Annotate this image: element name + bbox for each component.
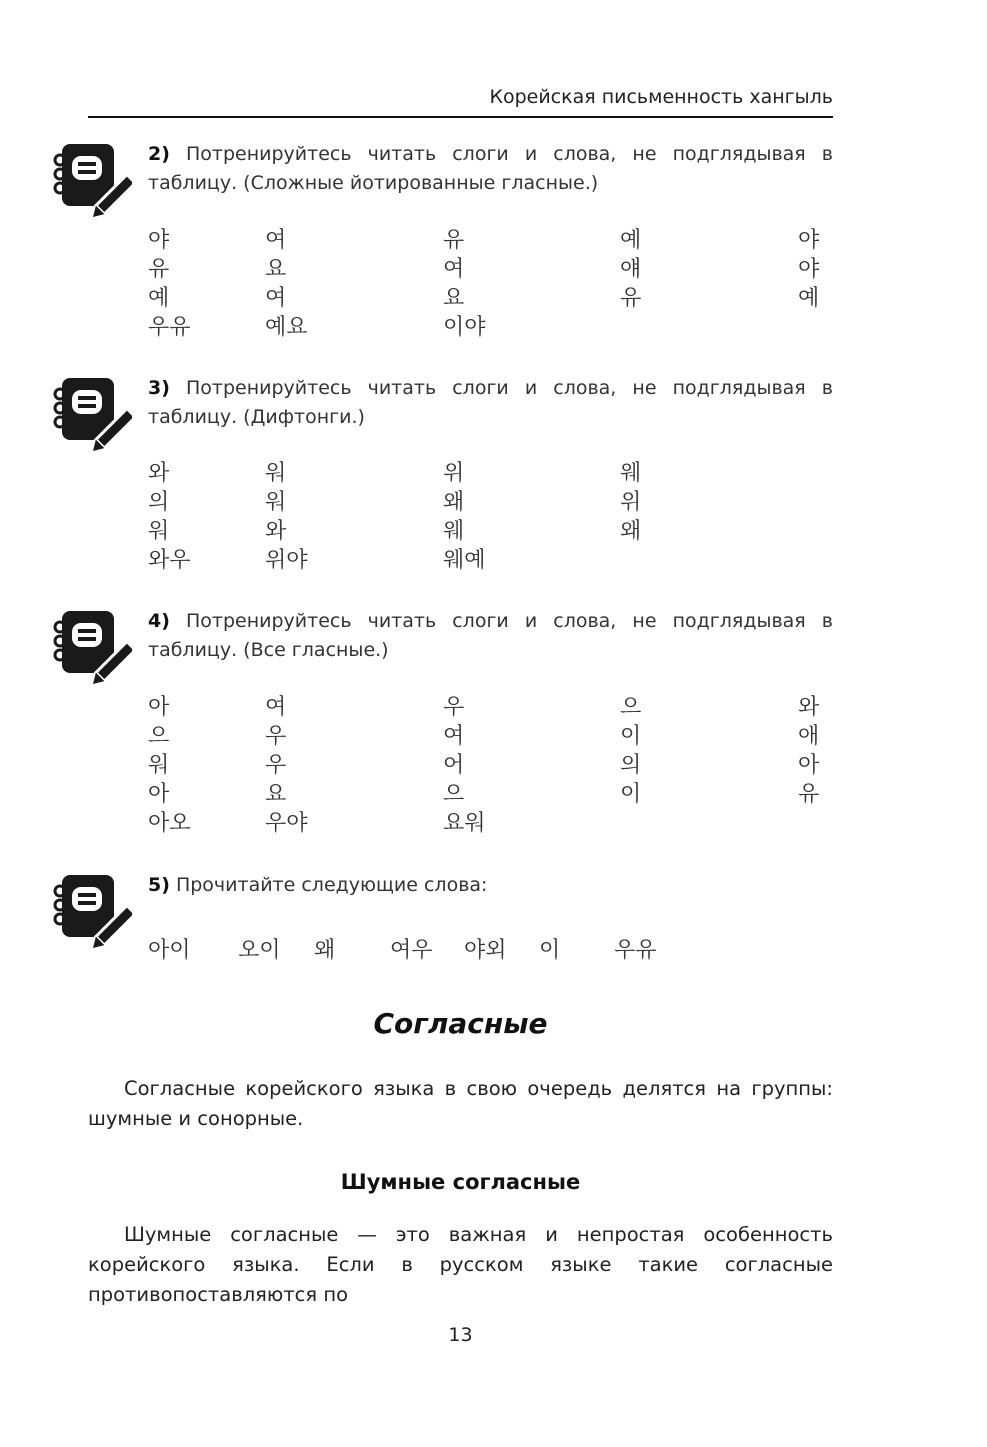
grid-row (148, 313, 833, 342)
word: 위야 (265, 548, 308, 573)
grid-row (148, 284, 833, 313)
syllable: 와 (265, 519, 287, 544)
syllable: 위 (620, 490, 642, 515)
syllable: 웨 (443, 519, 465, 544)
syllable: 아 (148, 782, 170, 807)
syllable-grid (148, 226, 833, 342)
word: 요워 (443, 811, 486, 836)
subsection-title: Шумные согласные (340, 1170, 581, 1194)
word: 이 (539, 938, 561, 963)
word: 왜 (314, 938, 336, 963)
notebook-pencil-icon (50, 140, 132, 220)
syllable: 와 (798, 695, 820, 720)
syllable: 야 (798, 257, 820, 282)
grid-row (148, 546, 833, 575)
syllable: 우 (443, 695, 465, 720)
syllable: 워 (265, 461, 287, 486)
word: 우야 (265, 811, 308, 836)
word: 아이 (148, 938, 191, 963)
notebook-pencil-icon (50, 607, 132, 687)
exercise-instruction (148, 374, 833, 432)
syllable: 유 (620, 286, 642, 311)
syllable: 이 (620, 782, 642, 807)
exercise-number: 5) (148, 874, 170, 896)
syllable: 유 (443, 228, 465, 253)
syllable: 으 (443, 782, 465, 807)
exercise-instruction (148, 140, 833, 198)
syllable: 의 (620, 753, 642, 778)
syllable: 으 (148, 724, 170, 749)
word: 이야 (443, 315, 486, 340)
syllable: 얘 (620, 257, 642, 282)
syllable: 유 (798, 782, 820, 807)
header-rule (88, 116, 833, 118)
syllable: 이 (620, 724, 642, 749)
word: 와우 (148, 548, 191, 573)
grid-row (148, 488, 833, 517)
syllable: 여 (265, 695, 287, 720)
word-list (148, 933, 833, 963)
notebook-pencil-icon (50, 374, 132, 454)
exercise-instruction (148, 607, 833, 665)
word: 우유 (614, 938, 657, 963)
syllable: 어 (443, 753, 465, 778)
syllable: 왜 (443, 490, 465, 515)
grid-row (148, 517, 833, 546)
syllable-grid (148, 459, 833, 575)
syllable: 아 (148, 695, 170, 720)
word: 아오 (148, 811, 191, 836)
syllable: 워 (148, 519, 170, 544)
word: 웨예 (443, 548, 486, 573)
grid-row (148, 780, 833, 809)
syllable: 야 (148, 228, 170, 253)
syllable: 으 (620, 695, 642, 720)
exercise-number: 3) (148, 377, 170, 399)
syllable: 의 (148, 490, 170, 515)
running-header: Корейская письменность хангыль (489, 86, 833, 108)
subsection-text: Шумные согласные — это важная и непростая особенность корейского языка. Если в русском языке такие согласные противопоставляются по (88, 1223, 833, 1306)
syllable-grid (148, 693, 833, 838)
syllable: 왜 (620, 519, 642, 544)
word: 우유 (148, 315, 191, 340)
syllable: 요 (265, 257, 287, 282)
syllable: 요 (443, 286, 465, 311)
syllable: 예 (798, 286, 820, 311)
syllable: 웨 (620, 461, 642, 486)
exercise-instruction (148, 871, 833, 900)
grid-row (148, 255, 833, 284)
syllable: 요 (265, 782, 287, 807)
syllable: 워 (148, 753, 170, 778)
exercise-text: Потренируйтесь читать слоги и слова, не подглядывая в таблицу. (Сложные йотированные гласные.) (148, 143, 834, 194)
syllable: 여 (265, 228, 287, 253)
grid-row (148, 722, 833, 751)
syllable: 야 (798, 228, 820, 253)
exercise-number: 4) (148, 610, 170, 632)
syllable: 여 (443, 257, 465, 282)
grid-row (148, 693, 833, 722)
grid-row (148, 226, 833, 255)
syllable: 애 (798, 724, 820, 749)
syllable: 예 (620, 228, 642, 253)
syllable: 우 (265, 753, 287, 778)
word: 예요 (265, 315, 308, 340)
exercise-text: Потренируйтесь читать слоги и слова, не подглядывая в таблицу. (Все гласные.) (148, 610, 834, 661)
syllable: 여 (265, 286, 287, 311)
section-intro: Согласные корейского языка в свою очередь делятся на группы: шумные и сонорные. (88, 1077, 833, 1130)
word: 야외 (464, 938, 507, 963)
syllable: 예 (148, 286, 170, 311)
exercise-text: Прочитайте следующие слова: (175, 874, 488, 896)
word: 여우 (390, 938, 433, 963)
syllable: 워 (265, 490, 287, 515)
section-title: Согласные (373, 1007, 548, 1040)
syllable: 와 (148, 461, 170, 486)
exercise-text: Потренируйтесь читать слоги и слова, не подглядывая в таблицу. (Дифтонги.) (148, 377, 834, 428)
syllable: 위 (443, 461, 465, 486)
syllable: 아 (798, 753, 820, 778)
word: 오이 (238, 938, 281, 963)
syllable: 유 (148, 257, 170, 282)
grid-row (148, 751, 833, 780)
syllable: 우 (265, 724, 287, 749)
grid-row (148, 459, 833, 488)
page-number: 13 (448, 1324, 473, 1346)
notebook-pencil-icon (50, 871, 132, 951)
exercise-number: 2) (148, 143, 170, 165)
syllable: 여 (443, 724, 465, 749)
grid-row (148, 809, 833, 838)
